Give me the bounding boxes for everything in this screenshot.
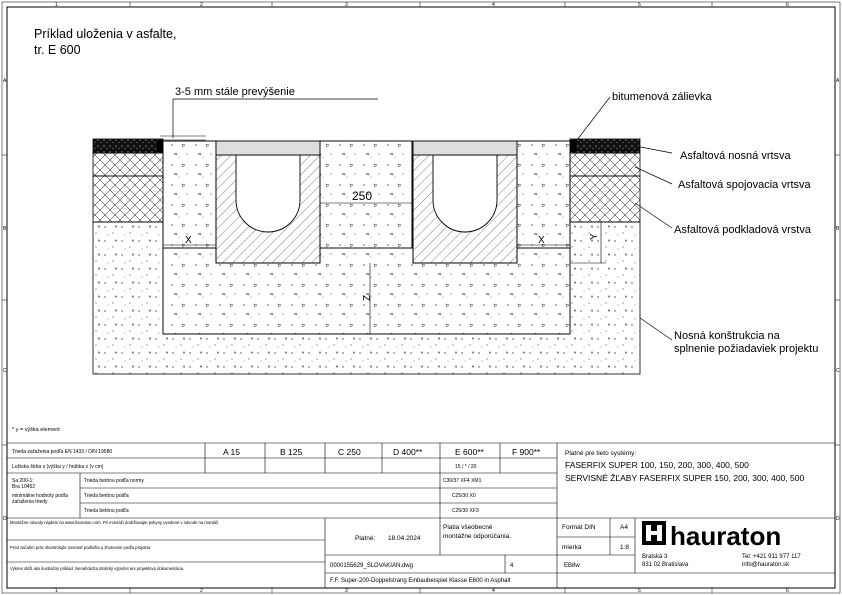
grating-1 [216,141,320,155]
phone: Tel: +421 911 977 117 [742,554,801,560]
grid-label-3-bottom: 3 [345,588,348,594]
label-asphalt-binder: Asfaltová spojovacia vrtsva [678,179,811,191]
grid-label-a: A [3,78,7,84]
row4-value: C25/30 X0 [452,493,476,499]
grid-label-d: D [3,516,7,522]
grid-label-c: C [3,368,7,374]
grid-label-2: 2 [200,2,203,8]
dim-250: 250 [352,189,373,203]
class-d400: D 400** [393,447,423,457]
drawing-title-line2: tr. E 600 [34,43,81,57]
grid-label-b-right: B [836,226,840,232]
note-2: Pred začatím prác skontrolujte nosnosť podložia a zhutnenie podľa projektu. [10,545,152,550]
format-value: A4 [620,524,628,531]
asphalt-base-right [570,176,640,222]
row3a-label: Sa 200-1: [12,478,34,484]
bitumen-joint-right [570,140,576,152]
class-b125: B 125 [280,447,303,457]
file-name: 0000155629_SLOVAKIAN.dwg [330,563,413,569]
concrete-haunch-right [517,141,570,248]
grid-label-c-right: C [836,368,840,374]
drawing-description: F.F. Super-200-Doppelstrang Einbaubeispiel Klasse E600 in Asphalt [330,578,511,584]
cross-section [93,139,640,374]
asphalt-wearing-right [570,139,640,153]
label-bitumen: bitumenová zálievka [612,91,712,103]
hauraton-logo [642,521,781,551]
grid-label-2-bottom: 2 [200,588,203,594]
footer-note-1: Platia všeobecné [443,524,493,531]
row4a-label: minimálne hodnoty podľa [12,493,68,499]
grid-label-3: 3 [345,2,348,8]
grid-label-4: 4 [492,2,495,8]
file-index: 4 [510,563,514,569]
valid-title: Platné pre tieto systémy: [565,450,637,457]
label-asphalt-wearing: Asfaltová nosná vrtsva [680,150,791,162]
date-value: 18.04.2024 [388,535,421,542]
label-subbase-2: splnenie požiadaviek projektu [674,343,819,355]
overhang-label: 3-5 mm stále prevýšenie [175,86,295,98]
asphalt-binder-left [93,153,163,176]
row3b-label: Bra 10452 [12,484,36,490]
label-asphalt-base: Asfaltová podkladová vrstva [674,224,811,236]
row5-mid: Trieda betónu podľa [84,508,129,514]
asphalt-binder-right [570,153,640,176]
row3-value: C30/37 XF4 XM1 [443,478,482,484]
row1-label: Trieda zaťaženia podľa EN 1433 / DIN 19580 [12,449,113,455]
row5-value: C25/30 XF3 [452,508,479,514]
valid-line2: SERVISNÉ ŽĽABY FASERFIX SUPER 150, 200, 300, 400, 500 [565,473,805,483]
row2-value: 15 / * / 20 [455,464,477,470]
grid-label-5-bottom: 5 [638,588,641,594]
scale-label: mierka [562,544,582,551]
scale-value: 1:8 [620,544,630,551]
class-e600: E 600** [455,447,484,457]
class-a15: A 15 [223,447,241,457]
row3-mid: Trieda betónu podľa normy [84,478,144,484]
footnote: * y = výška element [12,427,60,433]
row4-mid: Trieda betónu podľa [84,493,129,499]
grid-label-6: 6 [786,2,789,8]
label-subbase-1: Nosná konštrukcia na [674,330,780,342]
grid-label-a-right: A [836,78,840,84]
note-1: Montážne návody nájdete na www.hauraton.com. Pri montáži dodržiavajte pokyny uvedené v návode na montáž. [10,520,220,525]
dim-x-left: X [185,235,192,246]
drawing-title-line1: Príklad uloženia v asfalte, [34,27,177,41]
date-label: Platné: [355,535,376,542]
grid-label-1: 1 [55,2,58,8]
grid-label-b: B [3,226,7,232]
address-line1: Bratská 3 [642,554,668,560]
footer-note-2: montážne odporúčania. [443,533,511,540]
address-line2: 831 02 Bratislava [642,562,689,568]
class-f900: F 900** [512,447,541,457]
grid-label-4-bottom: 4 [492,588,495,594]
row2-label: Ložiska šírka x (výška y / hrúbka z (v cm) [12,464,104,470]
logo-text: hauraton [670,521,782,551]
valid-line1: FASERFIX SUPER 100, 150, 200, 300, 400, 500 [565,460,749,470]
grid-label-1-bottom: 1 [55,588,58,594]
class-c250: C 250 [338,447,361,457]
row4b-label: zaťaženia triedy [12,499,48,505]
grid-label-6-bottom: 6 [786,588,789,594]
note-3: Výkres slúži ako ilustračný príklad. Nenahrádza statický výpočet ani projektovú dokumentáciu. [10,566,185,571]
asphalt-base-left [93,176,163,222]
grid-label-5: 5 [638,2,641,8]
dim-z: Z [362,294,373,301]
grating-2 [413,141,517,155]
format-label: Formát DIN [562,524,596,531]
concrete-haunch-left [163,141,216,248]
bitumen-joint-left [157,140,163,152]
email: info@hauraton.sk [742,562,790,568]
dim-y: Y [589,233,600,240]
asphalt-wearing-left [93,139,163,153]
grid-label-d-right: D [836,516,840,522]
dim-x-right: X [538,235,545,246]
file-code: EB8w [564,563,580,569]
